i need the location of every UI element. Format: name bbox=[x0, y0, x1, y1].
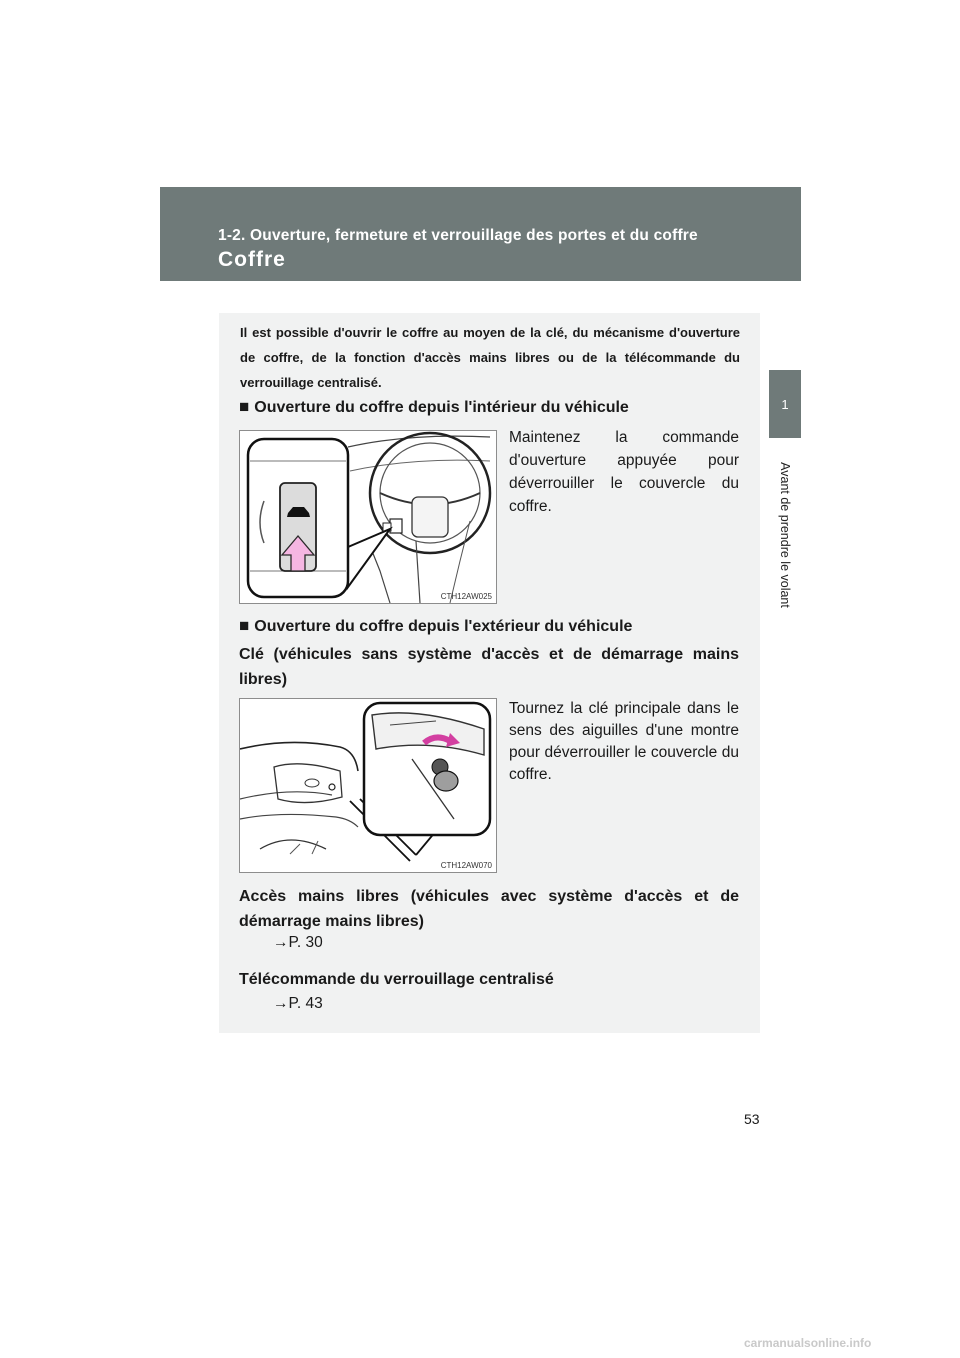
heading-exterior-text: Ouverture du coffre depuis l'extérieur du véhicule bbox=[254, 618, 633, 635]
key-instructions: Tournez la clé principale dans le sens des aiguilles d'une montre pour déverrouiller le couvercle du coffre. bbox=[509, 700, 739, 783]
interior-release-illustration bbox=[240, 431, 496, 603]
key-subheading: Clé (véhicules sans système d'accès et de démarrage mains libres) bbox=[239, 646, 739, 688]
key-cylinder-illustration bbox=[240, 699, 496, 872]
section-title: 1-2. Ouverture, fermeture et verrouillage des portes et du coffre bbox=[218, 227, 698, 244]
figure-code: CTH12AW025 bbox=[440, 592, 492, 601]
interior-instructions: Maintenez la commande d'ouverture appuyée pour déverrouiller le couvercle du coffre. bbox=[509, 429, 739, 515]
square-bullet-icon: ■ bbox=[239, 397, 250, 416]
intro-text: Il est possible d'ouvrir le coffre au moyen de la clé, du mécanisme d'ouverture de coffre, de la fonction d'accès mains libres ou de la télécommande du verrouillage centralisé. bbox=[240, 325, 740, 390]
figure-key-cylinder bbox=[239, 698, 497, 873]
remote-subheading: Télécommande du verrouillage centralisé bbox=[239, 971, 554, 988]
keyless-subheading: Accès mains libres (véhicules avec système d'accès et de démarrage mains libres) bbox=[239, 888, 739, 930]
watermark: carmanualsonline.info bbox=[744, 1336, 872, 1350]
chapter-number: 1 bbox=[781, 396, 789, 412]
heading-interior-text: Ouverture du coffre depuis l'intérieur du véhicule bbox=[254, 399, 629, 416]
page-title: Coffre bbox=[218, 248, 286, 271]
page-number: 53 bbox=[744, 1111, 760, 1127]
chapter-tab[interactable] bbox=[769, 370, 801, 438]
remote-page-ref[interactable]: →P. 43 bbox=[273, 995, 323, 1012]
content-box bbox=[219, 313, 760, 1033]
chapter-header bbox=[160, 187, 801, 281]
square-bullet-icon: ■ bbox=[239, 616, 250, 635]
figure-interior-release bbox=[239, 430, 497, 604]
heading-interior-opening bbox=[239, 397, 629, 417]
figure-code: CTH12AW070 bbox=[440, 861, 492, 870]
chapter-label: Avant de prendre le volant bbox=[778, 462, 792, 608]
keyless-page-ref[interactable]: →P. 30 bbox=[273, 934, 323, 951]
heading-exterior-opening bbox=[239, 616, 632, 636]
